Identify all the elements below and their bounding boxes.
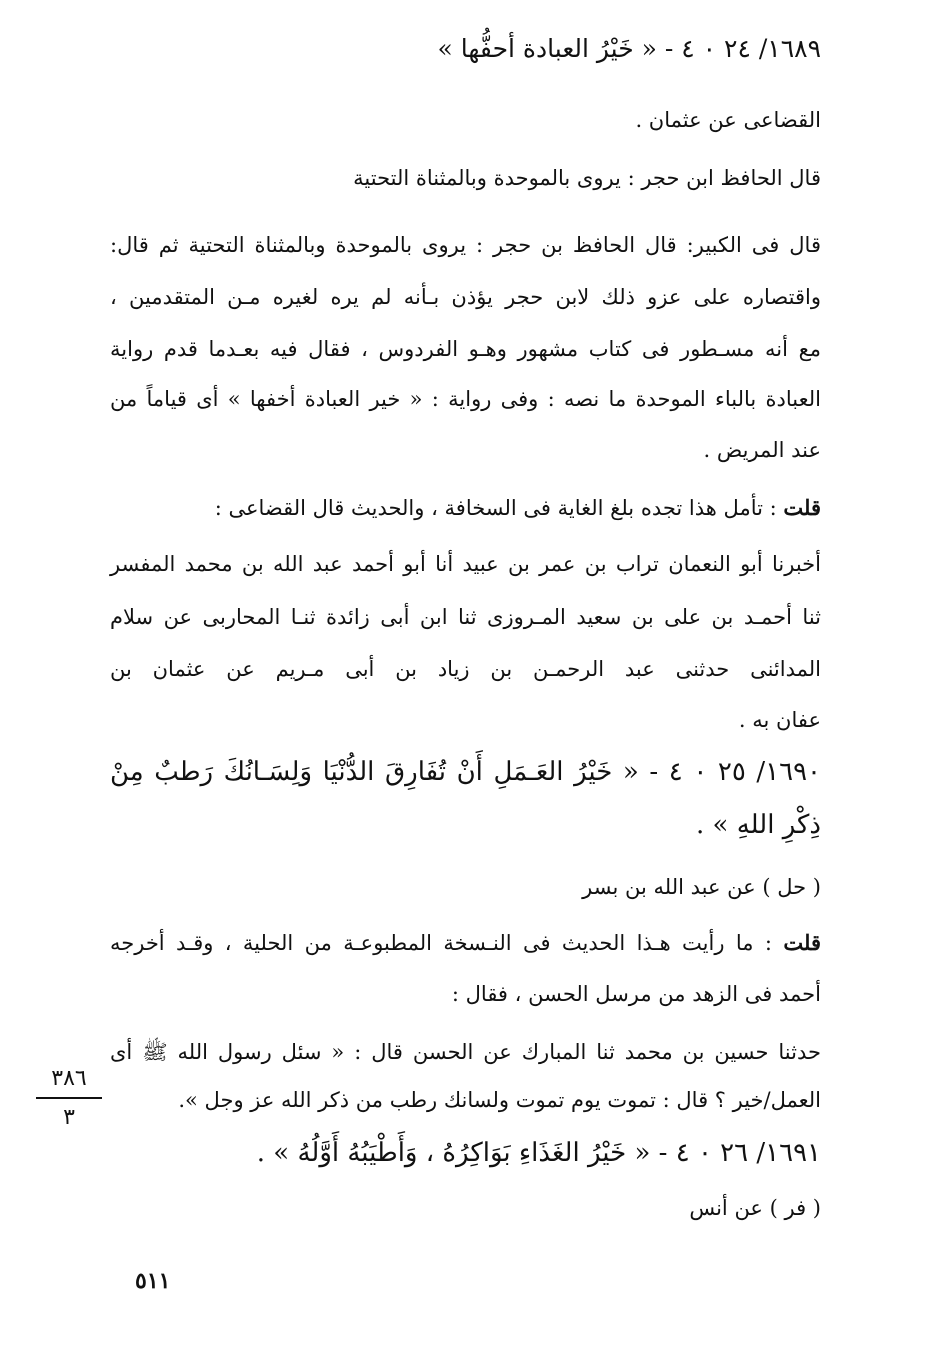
hasan-hadith-line-2: العمل/خير ؟ قال : تموت يوم تموت ولسانك رطب من ذكر الله عز وجل ». <box>178 1088 821 1112</box>
hadith-1689-source: القضاعى عن عثمان . <box>635 108 821 132</box>
qult-note-1690-line-2: أحمد فى الزهد من مرسل الحسن ، فقال : <box>451 982 821 1006</box>
kabir-note-line-2: واقتصاره على عزو ذلك لابن حجر يؤذن بـأنه لم يره لغيره مـن المتقدمين ، <box>110 285 821 309</box>
qult-text: : تأمل هذا تجده بلغ الغاية فى السخافة ، والحديث قال القضاعى : <box>214 496 777 520</box>
hadith-1690-source: ( حل ) عن عبد الله بن بسر <box>582 875 821 899</box>
isnad-line-2: ثنا أحمـد بن على بن سعيد المـروزى ثنا ابن أبى زائدة ثنـا المحاربى عن سلام <box>110 605 821 629</box>
hadith-1689-heading: ١٦٨٩/ ٢٤ ٠ ٤ - « خَيْرُ العبادة أحفُّها » <box>437 34 821 63</box>
margin-reference-bottom: ٣ <box>63 1105 75 1130</box>
hadith-1691-source: ( فر ) عن أنس <box>689 1196 821 1220</box>
page-number: ٥١١ <box>135 1268 171 1294</box>
qult-label: قلت <box>783 495 821 520</box>
hasan-hadith-line-1: حدثنا حسين بن محمد ثنا المبارك عن الحسن قال : « سئل رسول الله ﷺ أى <box>110 1040 821 1064</box>
kabir-note-line-5: عند المريض . <box>703 438 821 462</box>
qult-label: قلت <box>783 930 821 955</box>
hadith-1690-heading-line-1: ١٦٩٠/ ٢٥ ٠ ٤ - « خَيْرُ العَـمَلِ أَنْ تُفَارِقَ الدُّنْيَا وَلِسَـانُكَ رَطبٌ مِنْ <box>110 757 821 787</box>
margin-reference <box>36 1066 102 1130</box>
qult-text: : ما رأيت هـذا الحديث فى النـسخة المطبوعـة من الحلية ، وقـد أخرجه <box>110 931 772 955</box>
margin-reference-top: ٣٨٦ <box>51 1066 87 1091</box>
kabir-note-line-4: العبادة بالباء الموحدة ما نصه : وفى رواية : « خير العبادة أخفها » أى قياماً من <box>110 387 821 411</box>
kabir-note-line-3: مع أنه مسـطور فى كتاب مشهور وهـو الفردوس ، فقال فيه بعـدما قدم رواية <box>110 337 821 361</box>
ibn-hajar-note: قال الحافظ ابن حجر : يروى بالموحدة وبالمثناة التحتية <box>353 166 821 190</box>
qult-note-1690-line-1 <box>110 930 821 956</box>
qult-note-1689 <box>110 495 821 521</box>
isnad-line-1: أخبرنا أبو النعمان تراب بن عمر بن عبيد أنا أبو أحمد عبد الله بن محمد المفسر <box>110 552 821 576</box>
margin-reference-rule <box>36 1097 102 1099</box>
kabir-note-line-1: قال فى الكبير: قال الحافظ بن حجر : يروى بالموحدة وبالمثناة التحتية ثم قال: <box>110 233 821 257</box>
hadith-1690-heading-line-2: ذِكْرِ اللهِ » . <box>696 810 821 840</box>
hadith-1691-heading: ١٦٩١/ ٢٦ ٠ ٤ - « خَيْرُ الغَذَاءِ بَوَاكِرُهُ ، وَأَطْيَبُهُ أَوَّلُهُ » . <box>256 1138 821 1168</box>
isnad-line-3: المدائنى حدثنى عبد الرحمـن بن زياد بن أبى مـريم عن عثمان بن <box>110 657 821 681</box>
isnad-line-4: عفان به . <box>738 708 821 732</box>
